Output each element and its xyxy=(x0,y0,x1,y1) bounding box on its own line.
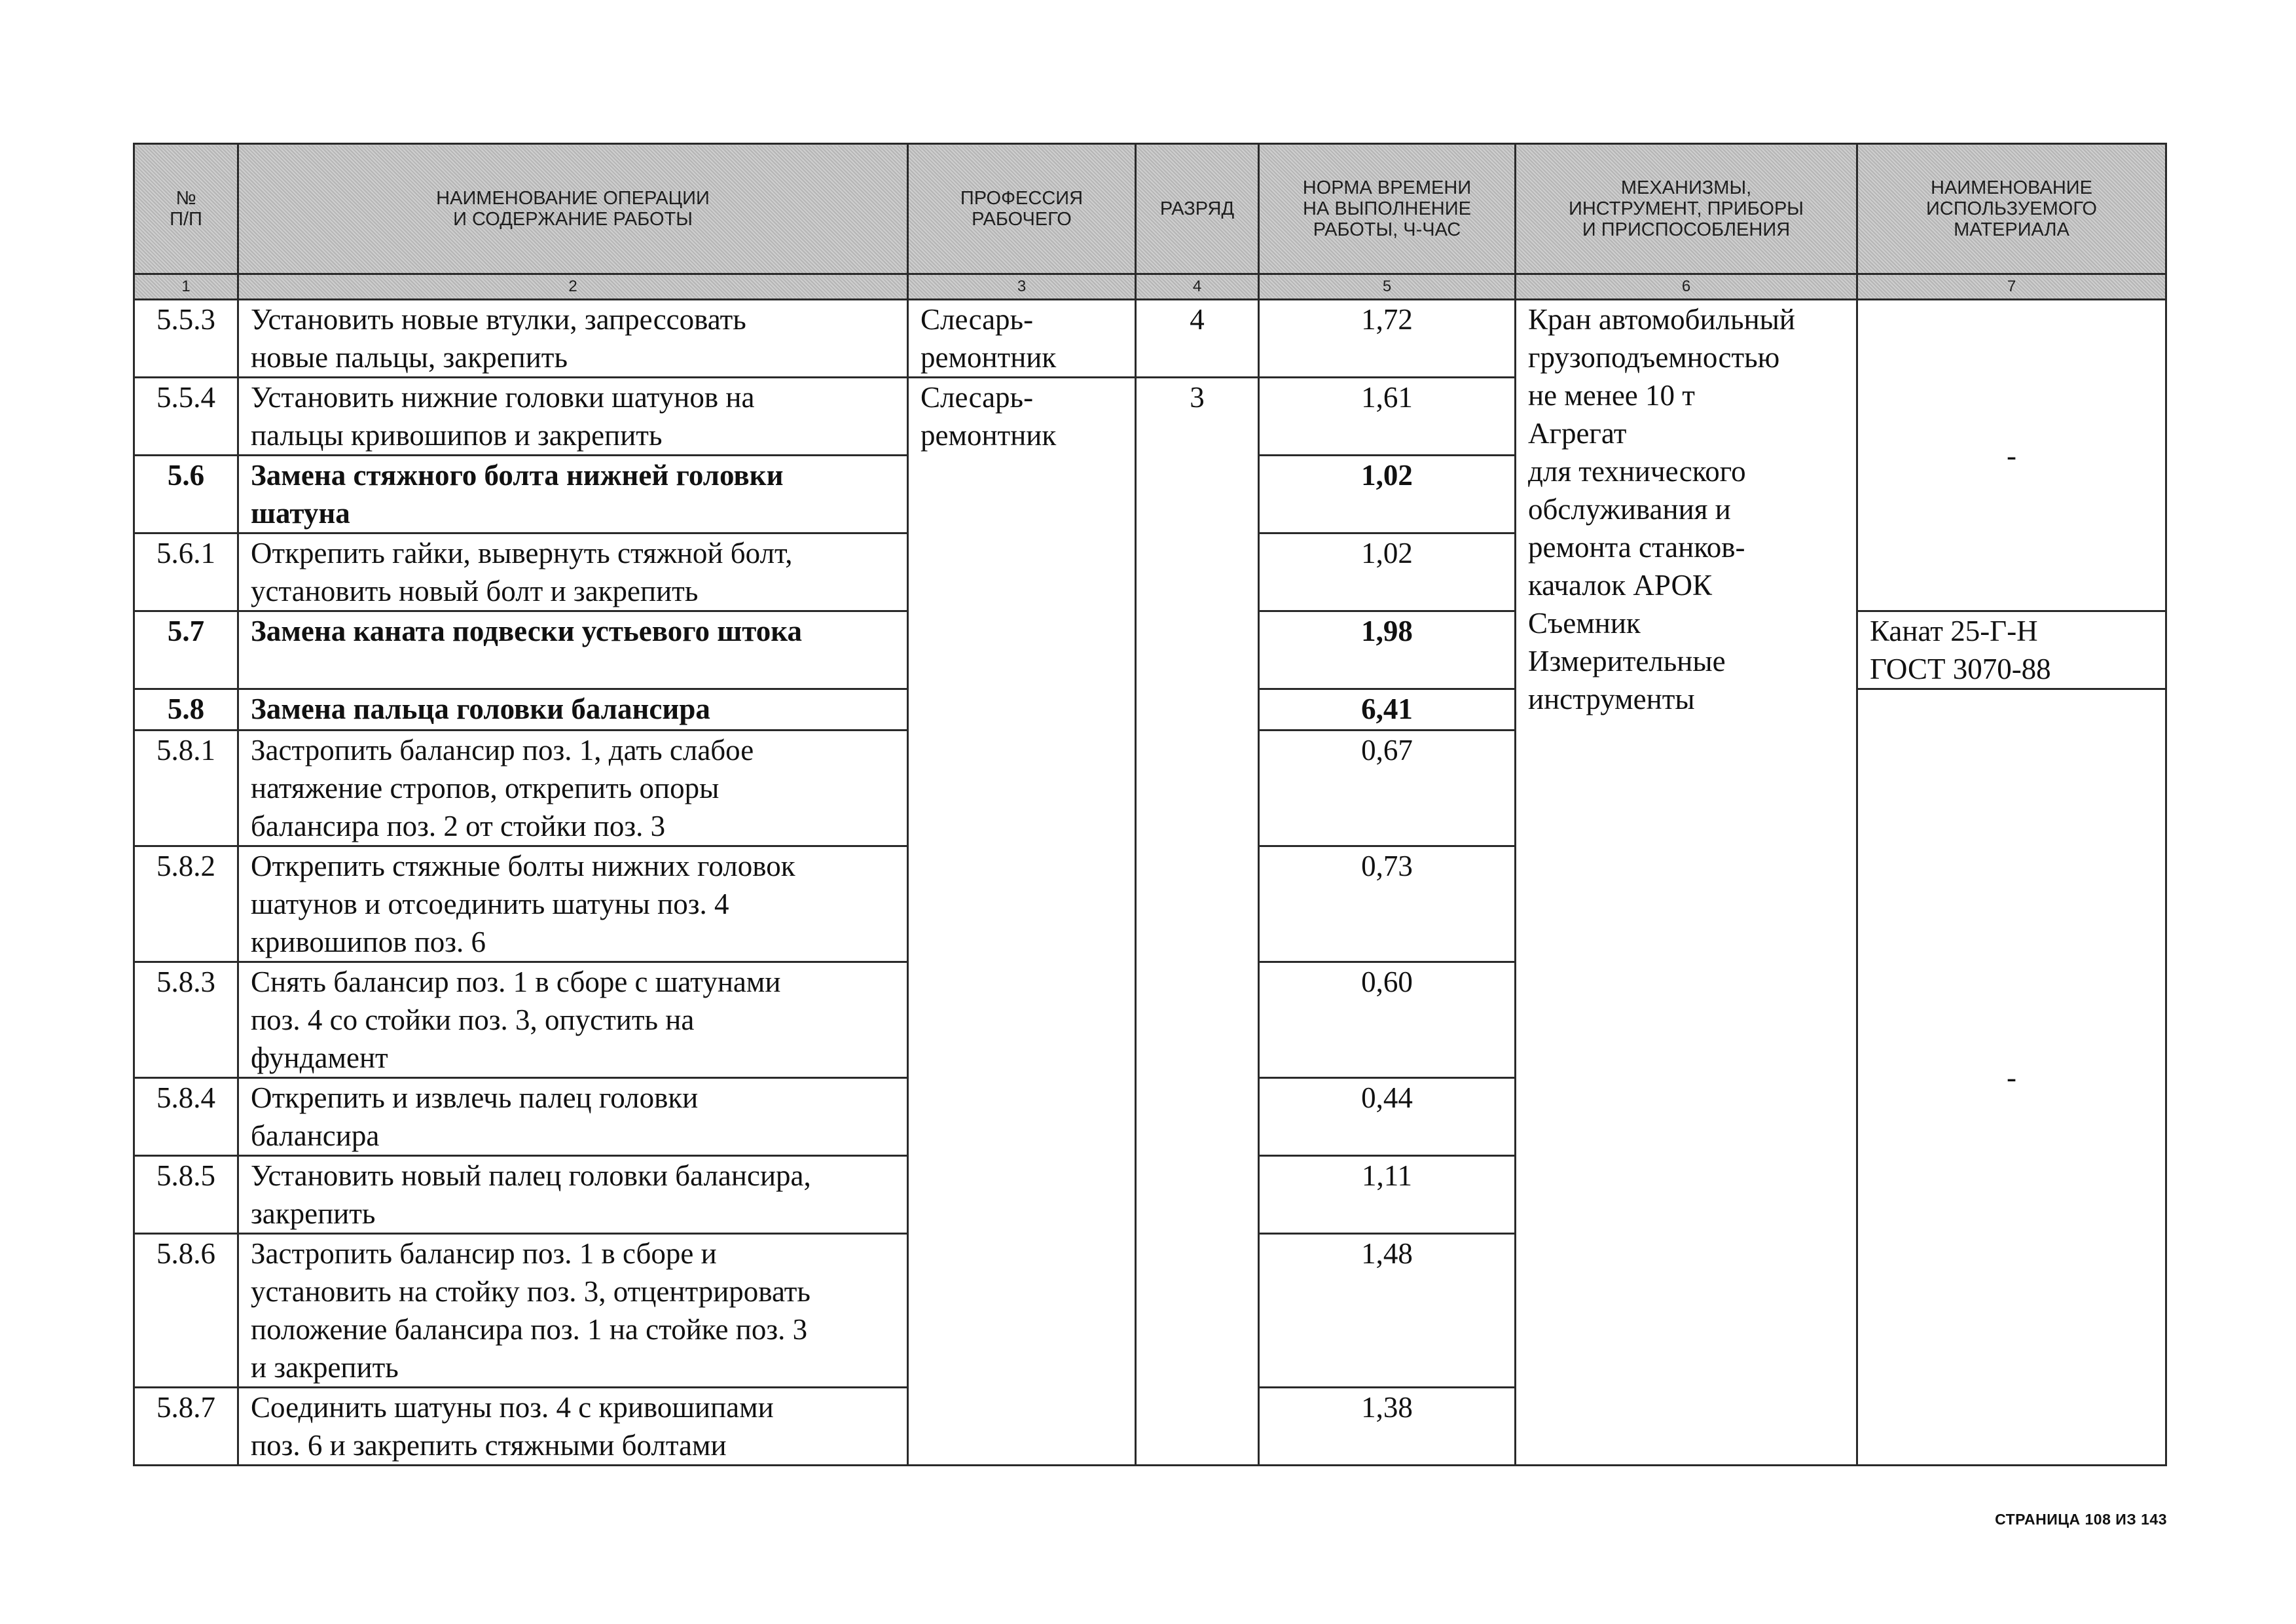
row-number: 5.8.5 xyxy=(134,1156,238,1234)
text-line: фундамент xyxy=(251,1041,388,1074)
time-norm: 1,61 xyxy=(1259,378,1516,456)
text-line: ремонта станков- xyxy=(1528,531,1745,564)
profession-cell xyxy=(908,300,1136,378)
material-cell xyxy=(1857,611,2166,689)
text-line: Установить новые втулки, запрессовать xyxy=(251,303,746,336)
text-line: балансира xyxy=(251,1119,380,1152)
header-mechanisms xyxy=(1516,144,1857,274)
text-line: кривошипов поз. 6 xyxy=(251,926,486,958)
row-number: 5.6 xyxy=(134,456,238,533)
text-line: ГОСТ 3070-88 xyxy=(1870,653,2051,685)
time-norm: 6,41 xyxy=(1259,689,1516,731)
column-number-3: 3 xyxy=(908,274,1136,300)
text-line: пальцы кривошипов и закрепить xyxy=(251,419,663,452)
text-line: Замена каната подвески устьевого штока xyxy=(251,615,803,647)
operation-text xyxy=(238,731,908,846)
column-number-6: 6 xyxy=(1516,274,1857,300)
text-line: Открепить стяжные болты нижних головок xyxy=(251,850,795,882)
text-line: И СОДЕРЖАНИЕ РАБОТЫ xyxy=(453,209,693,230)
text-line: натяжение стропов, открепить опоры xyxy=(251,772,720,804)
operation-text xyxy=(238,378,908,456)
column-number-2: 2 xyxy=(238,274,908,300)
text-line: РАБОТЫ, Ч-ЧАС xyxy=(1313,219,1461,240)
page-number: СТРАНИЦА 108 ИЗ 143 xyxy=(1995,1511,2167,1528)
text-line: установить новый болт и закрепить xyxy=(251,575,699,607)
text-line: Застропить балансир поз. 1 в сборе и xyxy=(251,1237,717,1270)
text-line: НА ВЫПОЛНЕНИЕ xyxy=(1303,198,1471,219)
text-line: положение балансира поз. 1 на стойке поз. 3 xyxy=(251,1313,808,1346)
time-norm: 1,48 xyxy=(1259,1234,1516,1388)
row-number: 5.8.3 xyxy=(134,962,238,1078)
row-number: 5.5.4 xyxy=(134,378,238,456)
text-line: И ПРИСПОСОБЛЕНИЯ xyxy=(1582,219,1791,240)
header-grade xyxy=(1136,144,1259,274)
text-line: Слесарь- xyxy=(920,381,1034,414)
text-line: НАИМЕНОВАНИЕ xyxy=(1931,177,2092,198)
text-line: обслуживания и xyxy=(1528,493,1731,526)
text-line: ИНСТРУМЕНТ, ПРИБОРЫ xyxy=(1569,198,1804,219)
row-number: 5.8.7 xyxy=(134,1388,238,1466)
text-line: Замена пальца головки балансира xyxy=(251,693,710,725)
text-line: Открепить гайки, вывернуть стяжной болт, xyxy=(251,537,793,569)
header-number xyxy=(134,144,238,274)
column-number-1: 1 xyxy=(134,274,238,300)
text-line: поз. 4 со стойки поз. 3, опустить на xyxy=(251,1003,695,1036)
row-number: 5.6.1 xyxy=(134,533,238,611)
text-line: МАТЕРИАЛА xyxy=(1954,219,2069,240)
text-line: ИСПОЛЬЗУЕМОГО xyxy=(1926,198,2097,219)
row-number: 5.5.3 xyxy=(134,300,238,378)
header-operation xyxy=(238,144,908,274)
row-number: 5.7 xyxy=(134,611,238,689)
text-line: грузоподъемностью xyxy=(1528,341,1780,374)
time-norm: 1,38 xyxy=(1259,1388,1516,1466)
text-line: ремонтник xyxy=(920,419,1057,452)
text-line: для технического xyxy=(1528,455,1746,488)
text-line: балансира поз. 2 от стойки поз. 3 xyxy=(251,810,666,842)
text-line: ПРОФЕССИЯ xyxy=(960,188,1084,209)
text-line: закрепить xyxy=(251,1197,376,1230)
text-line: П/П xyxy=(170,209,202,230)
text-line: и закрепить xyxy=(251,1351,399,1384)
operation-text xyxy=(238,1388,908,1466)
text-line: качалок АРОК xyxy=(1528,569,1713,602)
text-line: инструменты xyxy=(1528,683,1695,715)
text-line: шатуна xyxy=(251,497,350,530)
column-number-5: 5 xyxy=(1259,274,1516,300)
operation-text xyxy=(238,689,908,731)
text-line: Застропить балансир поз. 1, дать слабое xyxy=(251,734,754,767)
row-number: 5.8.6 xyxy=(134,1234,238,1388)
text-line: не менее 10 т xyxy=(1528,379,1695,412)
grade-cell: 4 xyxy=(1136,300,1259,378)
time-norm: 0,73 xyxy=(1259,846,1516,962)
text-line: Агрегат xyxy=(1528,417,1627,450)
text-line: Снять балансир поз. 1 в сборе с шатунами xyxy=(251,965,781,998)
grade-cell: 3 xyxy=(1136,378,1259,1466)
material-cell: - xyxy=(1857,300,2166,611)
row-number: 5.8.1 xyxy=(134,731,238,846)
text-line: НАИМЕНОВАНИЕ ОПЕРАЦИИ xyxy=(436,188,710,209)
operation-text xyxy=(238,962,908,1078)
operation-text xyxy=(238,1078,908,1156)
row-number: 5.8.2 xyxy=(134,846,238,962)
operation-text xyxy=(238,456,908,533)
text-line: РАЗРЯД xyxy=(1159,198,1235,219)
text-line: Открепить и извлечь палец головки xyxy=(251,1081,699,1114)
time-norm: 0,67 xyxy=(1259,731,1516,846)
header-profession xyxy=(908,144,1136,274)
table-row xyxy=(134,300,2166,378)
text-line: Канат 25-Г-Н xyxy=(1870,615,2038,647)
text-line: Измерительные xyxy=(1528,645,1726,677)
header-material xyxy=(1857,144,2166,274)
material-cell: - xyxy=(1857,689,2166,1466)
time-norm: 1,02 xyxy=(1259,456,1516,533)
operation-text xyxy=(238,846,908,962)
text-line: Слесарь- xyxy=(920,303,1034,336)
time-norm: 0,60 xyxy=(1259,962,1516,1078)
text-line: Кран автомобильный xyxy=(1528,303,1795,336)
header-time-norm xyxy=(1259,144,1516,274)
row-number: 5.8 xyxy=(134,689,238,731)
time-norm: 1,11 xyxy=(1259,1156,1516,1234)
text-line: поз. 6 и закрепить стяжными болтами xyxy=(251,1429,727,1462)
text-line: установить на стойку поз. 3, отцентрировать xyxy=(251,1275,811,1308)
operation-text xyxy=(238,1156,908,1234)
time-norm: 1,98 xyxy=(1259,611,1516,689)
text-line: НОРМА ВРЕМЕНИ xyxy=(1302,177,1472,198)
column-number-7: 7 xyxy=(1857,274,2166,300)
profession-cell xyxy=(908,378,1136,1466)
text-line: ремонтник xyxy=(920,341,1057,374)
text-line: Установить новый палец головки балансира, xyxy=(251,1159,811,1192)
operation-text xyxy=(238,533,908,611)
operation-text xyxy=(238,1234,908,1388)
text-line: Замена стяжного болта нижней головки xyxy=(251,459,784,492)
column-number-4: 4 xyxy=(1136,274,1259,300)
text-line: МЕХАНИЗМЫ, xyxy=(1620,177,1752,198)
row-number: 5.8.4 xyxy=(134,1078,238,1156)
operation-text xyxy=(238,300,908,378)
text-line: шатунов и отсоединить шатуны поз. 4 xyxy=(251,888,729,920)
operations-table xyxy=(133,143,2167,1466)
time-norm: 0,44 xyxy=(1259,1078,1516,1156)
text-line: новые пальцы, закрепить xyxy=(251,341,568,374)
time-norm: 1,02 xyxy=(1259,533,1516,611)
time-norm: 1,72 xyxy=(1259,300,1516,378)
text-line: Установить нижние головки шатунов на xyxy=(251,381,755,414)
operation-text xyxy=(238,611,908,689)
text-line: Съемник xyxy=(1528,607,1641,640)
mechanisms-cell xyxy=(1516,300,1857,1466)
text-line: Соединить шатуны поз. 4 с кривошипами xyxy=(251,1391,774,1424)
text-line: РАБОЧЕГО xyxy=(972,209,1072,230)
text-line: № xyxy=(175,188,196,209)
